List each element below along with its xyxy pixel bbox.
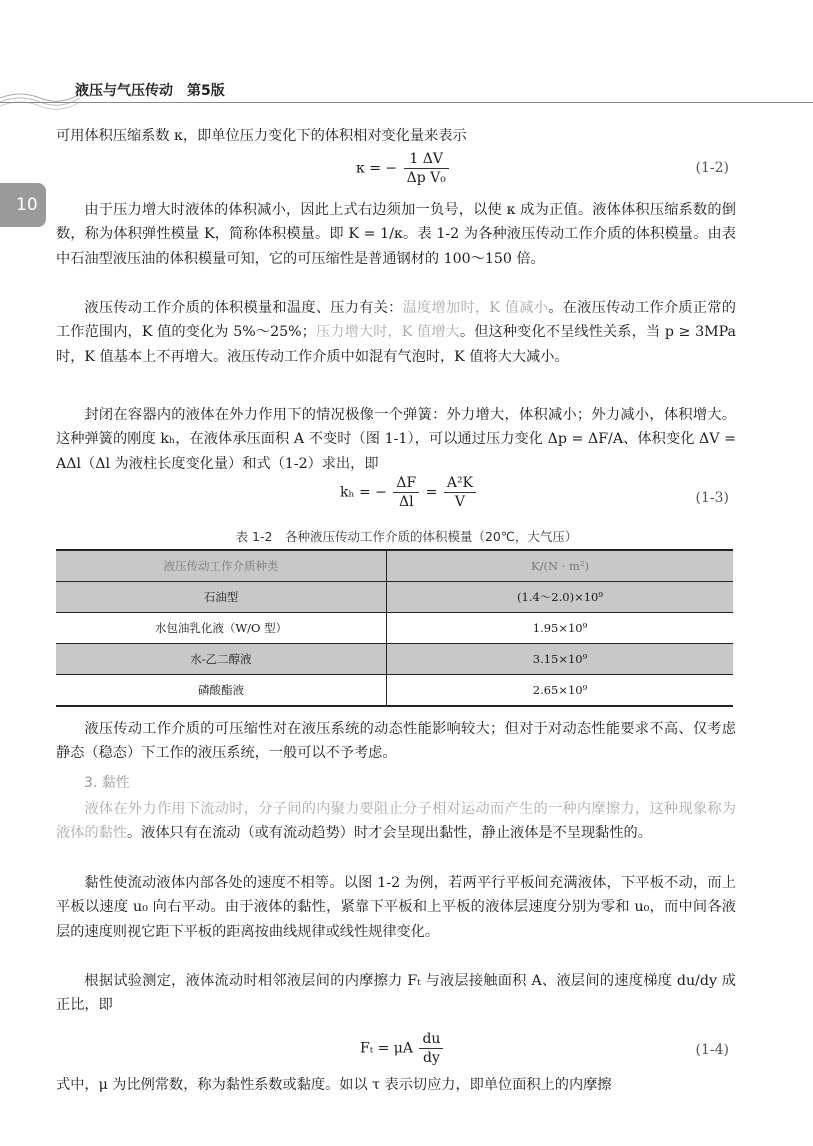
eq-numerator: du	[419, 1030, 443, 1049]
table-row	[56, 613, 733, 644]
table-cell: 水包油乳化液（W/O 型）	[56, 613, 387, 643]
table-cell: 水-乙二醇液	[56, 644, 387, 674]
paragraph: 液压传动工作介质的可压缩性对在液压系统的动态性能影响较大；但对于对动态性能要求不高、仅考虑静态（稳态）下工作的液压系统，一般可以不予考虑。	[56, 721, 736, 762]
column-header: 液压传动工作介质种类	[56, 551, 387, 581]
eq-denominator: dy	[423, 1050, 440, 1066]
wave-lines-icon	[0, 80, 80, 110]
paragraph	[56, 296, 736, 369]
column-header: K/(N · m²)	[531, 559, 589, 573]
book-title: 液压与气压传动 第5版	[75, 83, 225, 99]
running-header	[0, 72, 813, 112]
eq-numerator: A²K	[444, 474, 476, 493]
table-cell: 2.65×10⁹	[532, 683, 588, 697]
paragraph: 封闭在容器内的液体在外力作用下的情况极像一个弹簧：外力增大，体积减小；外力减小，体积增大。这种弹簧的刚度 kₕ，在液体承压面积 A 不变时（图 1-1），可以通过压力变化 Δp = ΔF/A、体积变化 ΔV = AΔl（Δl 为液柱长度变化量）和式（1-2）求出，即	[56, 407, 736, 472]
table-row	[56, 582, 733, 613]
equals-sign: =	[425, 484, 438, 501]
equation-1-4	[360, 1030, 445, 1067]
fraction	[419, 1030, 443, 1067]
equation-number: (1-2)	[695, 160, 729, 176]
equation-1-3	[340, 474, 478, 511]
equation-lhs: κ = −	[356, 160, 398, 177]
fraction	[404, 150, 449, 187]
text-run: 。液体只有在流动（或有流动趋势）时才会呈现出黏性，静止液体是不呈现黏性的。	[126, 825, 652, 842]
text-run: 液压传动工作介质的体积模量和温度、压力有关：	[84, 300, 403, 316]
eq-numerator-2: ΔV	[422, 151, 444, 167]
equation-lhs: kₕ = −	[340, 484, 387, 501]
text-run: 。在液压传动工作介质正常的工作范围内，K 值的变化为 5%～25%；	[56, 300, 736, 341]
page-number-tab: 10	[0, 183, 46, 227]
table-row	[56, 675, 733, 705]
table-caption: 表 1-2 各种液压传动工作介质的体积模量（20℃，大气压）	[235, 529, 578, 544]
equation-1-2	[356, 150, 451, 187]
eq-denominator: Δl	[398, 494, 414, 510]
eq-numerator-1: 1	[409, 151, 419, 167]
equation-number: (1-3)	[695, 490, 729, 506]
fraction	[393, 474, 419, 511]
table-row	[56, 644, 733, 675]
highlighted-text: 液体在外力作用下流动时，分子间的内聚力要阻止分子相对运动而产生的一种内摩擦力，这种现象称为液体的黏性	[56, 801, 736, 842]
equation-number: (1-4)	[695, 1042, 729, 1058]
eq-denominator-1: Δp	[406, 170, 426, 186]
fraction	[444, 474, 476, 511]
highlighted-text: 压力增大时，K 值增大	[315, 324, 460, 341]
table-header-row	[56, 551, 733, 582]
eq-denominator: V	[454, 494, 465, 510]
paragraph: 由于压力增大时液体的体积减小，因此上式右边须加一负号，以使 κ 成为正值。液体体积压缩系数的倒数，称为体积弹性模量 K，简称体积模量。即 K = 1/κ。表 1-2 为各种液压传动工作介质的体积模量。由表中石油型液压油的体积模量可知，它的可压缩性是普通钢材的 100～150 倍。	[56, 202, 736, 267]
paragraph: 根据试验测定，液体流动时相邻液层间的内摩擦力 Fₜ 与液层接触面积 A、液层间的速度梯度 du/dy 成正比，即	[56, 973, 736, 1014]
text-run: 。但这种变化不呈线性关系，当 p ≥ 3MPa 时，K 值基本上不再增大。液压传动工作介质中如混有气泡时，K 值将大大减小。	[56, 324, 736, 365]
table-cell: 磷酸酯液	[56, 675, 387, 705]
paragraph: 可用体积压缩系数 κ，即单位压力变化下的体积相对变化量来表示	[56, 128, 467, 144]
table-cell: 3.15×10⁹	[532, 652, 588, 666]
section-heading: 3. 黏性	[84, 775, 130, 791]
paragraph	[56, 797, 736, 846]
table-cell: 石油型	[56, 582, 387, 612]
paragraph: 黏性使流动液体内部各处的速度不相等。以图 1-2 为例，若两平行平板间充满液体，下平板不动，而上平板以速度 u₀ 向右平动。由于液体的黏性，紧靠下平板和上平板的液体层速度分别为零和 u₀，而中间各液层的速度则视它距下平板的距离按曲线规律或线性规律变化。	[56, 875, 736, 940]
eq-numerator: ΔF	[393, 474, 419, 493]
table-cell: (1.4～2.0)×10⁹	[517, 590, 603, 604]
highlighted-text: 温度增加时，K 值减小	[402, 300, 549, 316]
header-rule	[0, 102, 813, 103]
eq-denominator-2: V₀	[430, 170, 446, 186]
table-cell: 1.95×10⁹	[532, 621, 588, 635]
equation-lhs: Fₜ = μA	[360, 1040, 414, 1057]
paragraph: 式中，μ 为比例常数，称为黏性系数或黏度。如以 τ 表示切应力，即单位面积上的内摩擦	[56, 1077, 612, 1093]
modulus-table	[56, 549, 733, 707]
